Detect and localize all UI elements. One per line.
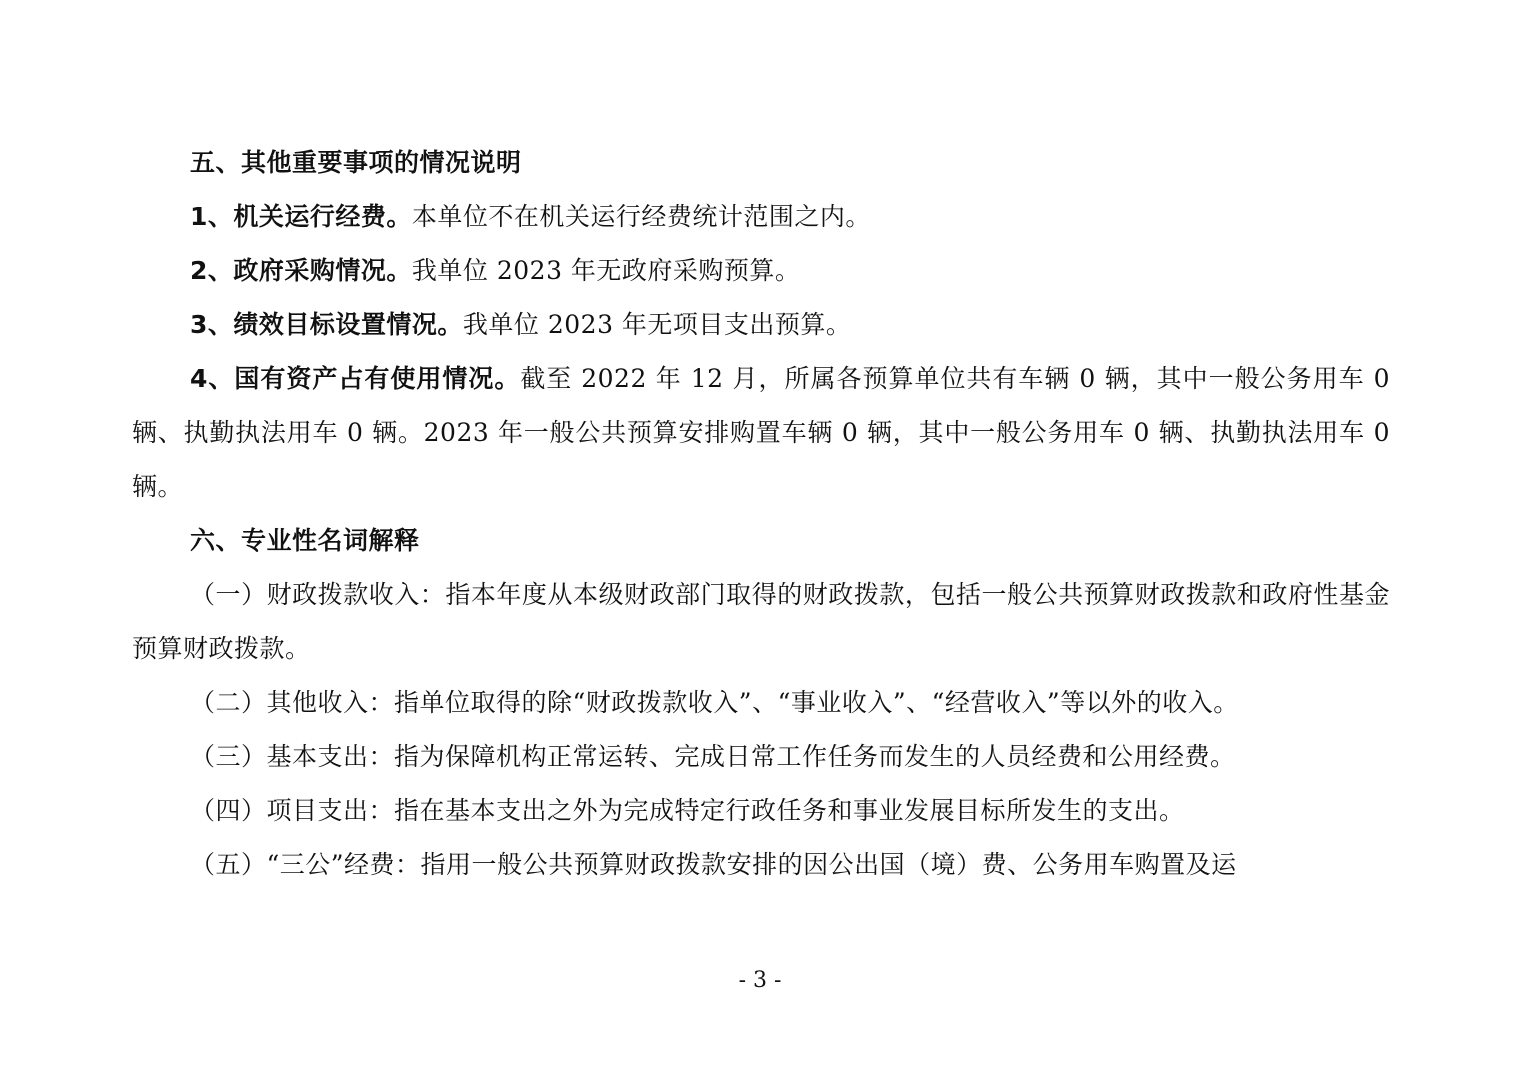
paragraph-lead: 2、政府采购情况。 [190, 256, 412, 285]
paragraph-term-fiscal-appropriation-income: （一）财政拨款收入：指本年度从本级财政部门取得的财政拨款，包括一般公共预算财政拨款和政府性基金预算财政拨款。 [132, 580, 1390, 663]
paragraph-performance-targets [132, 298, 1390, 352]
paragraph-text: 截至 2022 年 12 月，所属各预算单位共有车辆 0 辆，其中一般公务用车 0 辆、执勤执法用车 0 辆。2023 年一般公共预算安排购置车辆 0 辆，其中一般公务用车 0 辆、执勤执法用车 0 辆。 [132, 364, 1390, 501]
paragraph-term-basic-expenditure: （三）基本支出：指为保障机构正常运转、完成日常工作任务而发生的人员经费和公用经费。 [190, 742, 1236, 771]
paragraph-lead: 1、机关运行经费。 [190, 202, 412, 231]
paragraph-state-assets [132, 352, 1390, 514]
paragraph-term-other-income: （二）其他收入：指单位取得的除“财政拨款收入”、“事业收入”、“经营收入”等以外的收入。 [190, 688, 1239, 717]
paragraph-text: 我单位 2023 年无政府采购预算。 [411, 256, 801, 285]
paragraph-term-three-public-expenses: （五）“三公”经费：指用一般公共预算财政拨款安排的因公出国（境）费、公务用车购置及运 [190, 850, 1237, 879]
paragraph-term-project-expenditure: （四）项目支出：指在基本支出之外为完成特定行政任务和事业发展目标所发生的支出。 [190, 796, 1185, 825]
document-body [132, 136, 1390, 892]
paragraph-lead: 4、国有资产占有使用情况。 [190, 364, 521, 393]
paragraph-lead: 3、绩效目标设置情况。 [190, 310, 463, 339]
paragraph-text: 我单位 2023 年无项目支出预算。 [462, 310, 852, 339]
section-heading-terminology: 六、专业性名词解释 [190, 526, 420, 555]
paragraph-text: 本单位不在机关运行经费统计范围之内。 [411, 202, 871, 231]
paragraph-office-operating-costs [132, 190, 1390, 244]
paragraph-government-procurement [132, 244, 1390, 298]
section-heading-other-matters: 五、其他重要事项的情况说明 [190, 148, 522, 177]
page-number: - 3 - [738, 968, 782, 993]
